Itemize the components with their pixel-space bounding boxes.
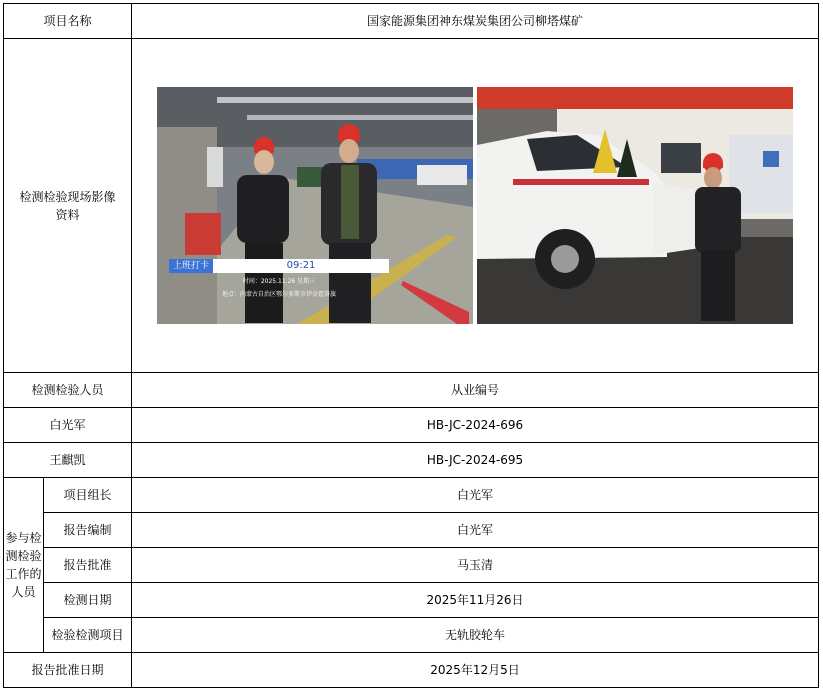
participant-role: 报告批准 — [44, 548, 132, 583]
participant-value: 无轨胶轮车 — [132, 618, 819, 653]
inspector-name: 王麒凯 — [4, 443, 132, 478]
pickup-truck-photo — [477, 87, 793, 324]
participants-group-label: 参与检测检验工作的人员 — [4, 478, 44, 653]
photo-strip — [132, 87, 818, 324]
project-name-label: 项目名称 — [4, 4, 132, 39]
participant-value: 2025年11月26日 — [132, 583, 819, 618]
participant-row — [4, 618, 819, 653]
checkin-bar — [169, 259, 389, 273]
participant-row — [4, 513, 819, 548]
site-photos-label-text: 检测检验现场影像资料 — [19, 189, 116, 222]
participant-row — [4, 583, 819, 618]
site-photo-pickup-truck — [477, 87, 793, 324]
participant-role: 检测日期 — [44, 583, 132, 618]
participant-role: 报告编制 — [44, 513, 132, 548]
checkin-time-line: 时间：2025.11.26 星期三 — [242, 278, 316, 285]
project-name-row — [4, 4, 819, 39]
site-photo-parking-garage — [157, 87, 473, 324]
inspectors-header-label: 检测检验人员 — [4, 373, 132, 408]
site-photos-row — [4, 39, 819, 373]
participant-value: 白光军 — [132, 513, 819, 548]
participant-value: 马玉清 — [132, 548, 819, 583]
inspectors-header-value: 从业编号 — [132, 373, 819, 408]
inspectors-header-row — [4, 373, 819, 408]
approval-date-label: 报告批准日期 — [4, 653, 132, 688]
site-photos-cell — [132, 39, 819, 373]
inspector-row — [4, 443, 819, 478]
project-name-value: 国家能源集团神东煤炭集团公司柳塔煤矿 — [132, 4, 819, 39]
participant-row — [4, 548, 819, 583]
inspector-id: HB-JC-2024-696 — [132, 408, 819, 443]
approval-date-row — [4, 653, 819, 688]
participant-row — [4, 478, 819, 513]
checkin-location-line: 地点：内蒙古自治区鄂尔多斯市伊金霍洛旗 — [221, 291, 336, 298]
checkin-overlay — [169, 259, 389, 299]
site-photos-label — [4, 39, 132, 373]
checkin-time: 09:21 — [213, 259, 389, 273]
inspector-name: 白光军 — [4, 408, 132, 443]
participant-value: 白光军 — [132, 478, 819, 513]
inspector-id: HB-JC-2024-695 — [132, 443, 819, 478]
approval-date-value: 2025年12月5日 — [132, 653, 819, 688]
participant-role: 检验检测项目 — [44, 618, 132, 653]
inspector-row — [4, 408, 819, 443]
checkin-tag: 上班打卡 — [169, 259, 213, 273]
inspection-report-table — [3, 3, 819, 688]
participant-role: 项目组长 — [44, 478, 132, 513]
